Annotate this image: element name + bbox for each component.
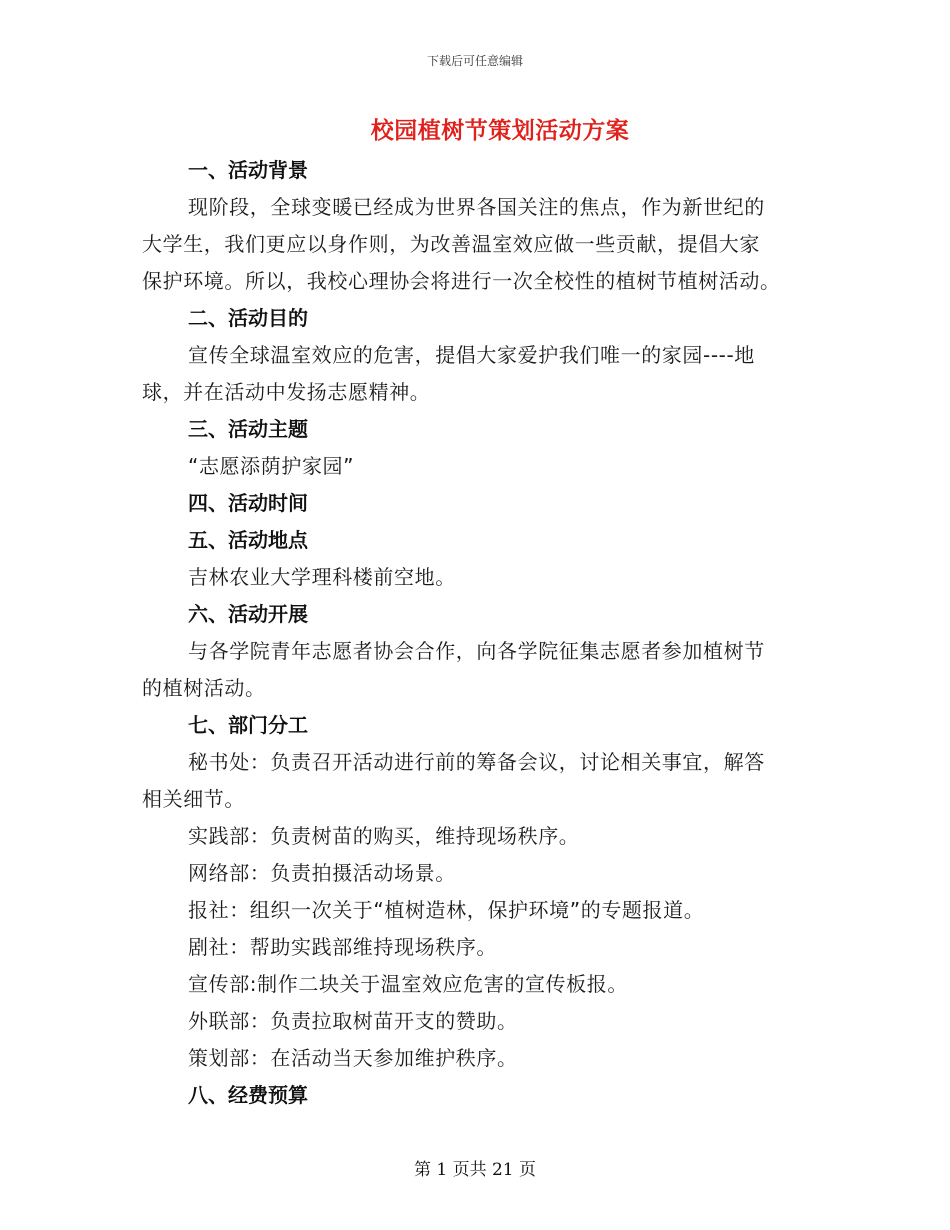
section-heading-theme: 三、活动主题 <box>188 417 308 441</box>
paragraph-line: 实践部：负责树苗的购买，维持现场秩序。 <box>188 824 580 848</box>
document-title: 校园植树节策划活动方案 <box>370 118 630 144</box>
paragraph-line: 与各学院青年志愿者协会合作，向各学院征集志愿者参加植树节 <box>188 639 765 663</box>
paragraph-line: 保护环境。所以，我校心理协会将进行一次全校性的植树节植树活动。 <box>142 269 781 293</box>
section-heading-time: 四、活动时间 <box>188 491 308 515</box>
paragraph-line: 外联部：负责拉取树苗开支的赞助。 <box>188 1009 518 1033</box>
paragraph-line: 报社：组织一次关于“植树造林，保护环境”的专题报道。 <box>188 898 705 922</box>
section-heading-budget: 八、经费预算 <box>188 1083 308 1107</box>
paragraph-line: 的植树活动。 <box>142 676 266 700</box>
paragraph-line: 宣传部:制作二块关于温室效应危害的宣传板报。 <box>188 972 628 996</box>
paragraph-line: 剧社：帮助实践部维持现场秩序。 <box>188 935 497 959</box>
paragraph-line: 现阶段，全球变暖已经成为世界各国关注的焦点，作为新世纪的 <box>188 195 765 219</box>
section-heading-purpose: 二、活动目的 <box>188 306 308 330</box>
paragraph-line: “志愿添荫护家园” <box>188 454 355 478</box>
section-heading-location: 五、活动地点 <box>188 528 308 552</box>
section-heading-background: 一、活动背景 <box>188 158 308 182</box>
header-note: 下载后可任意编辑 <box>426 54 523 68</box>
paragraph-line: 球，并在活动中发扬志愿精神。 <box>142 380 431 404</box>
section-heading-division: 七、部门分工 <box>188 713 308 737</box>
page-footer: 第 1 页共 21 页 <box>413 1160 537 1180</box>
paragraph-line: 相关细节。 <box>142 787 245 811</box>
paragraph-line: 网络部：负责拍摄活动场景。 <box>188 861 456 885</box>
paragraph-line: 策划部：在活动当天参加维护秩序。 <box>188 1046 518 1070</box>
document-body <box>142 152 812 1114</box>
paragraph-line: 秘书处：负责召开活动进行前的筹备会议，讨论相关事宜，解答 <box>188 750 765 774</box>
paragraph-line: 大学生，我们更应以身作则，为改善温室效应做一些贡献，提倡大家 <box>142 232 760 256</box>
paragraph-line: 吉林农业大学理科楼前空地。 <box>188 565 456 589</box>
section-heading-execution: 六、活动开展 <box>188 602 308 626</box>
paragraph-line: 宣传全球温室效应的危害，提倡大家爱护我们唯一的家园----地 <box>188 343 755 367</box>
